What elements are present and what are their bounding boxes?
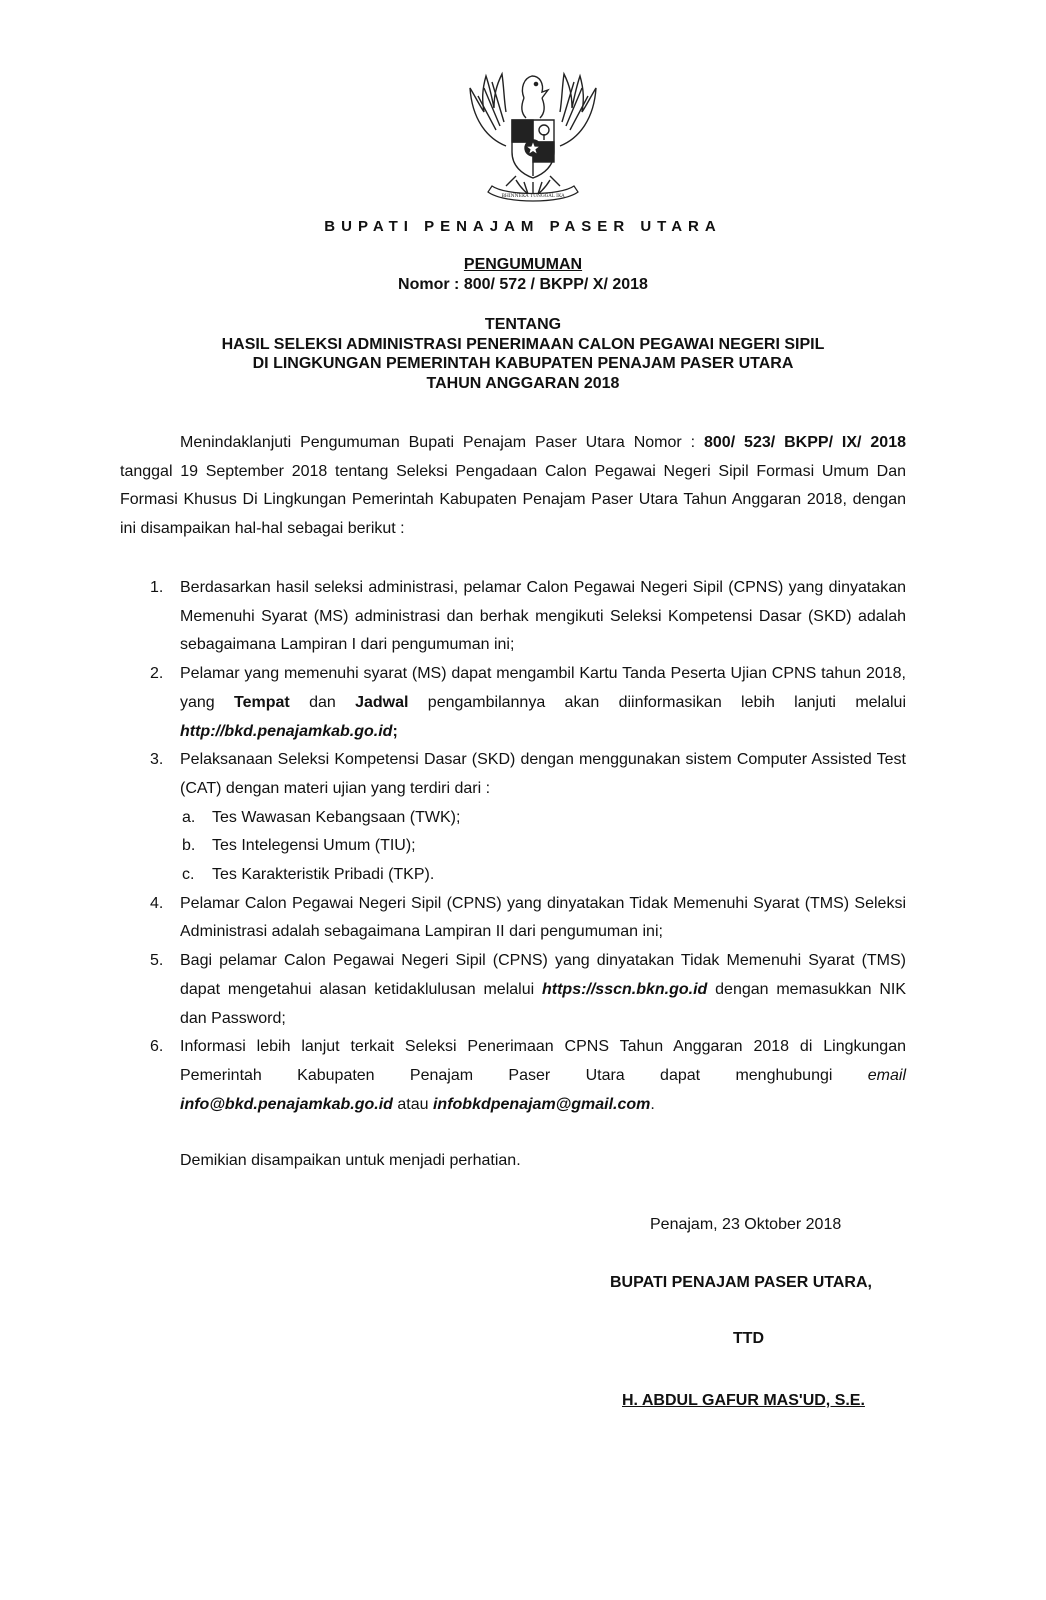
list-item: 4. Pelamar Calon Pegawai Negeri Sipil (CPNS) yang dinyatakan Tidak Memenuhi Syarat (TMS) Seleksi Administrasi adalah sebagaimana Lampiran II dari pengumuman ini; xyxy=(150,894,906,941)
list-item: 1. Berdasarkan hasil seleksi administrasi, pelamar Calon Pegawai Negeri Sipil (CPNS) yang dinyatakan Memenuhi Syarat (MS) administrasi dan berhak mengikuti Seleksi Kompetensi Dasar (SKD) adalah sebagaimana Lampiran I dari pengumuman ini; xyxy=(150,579,906,654)
intro-paragraph: Menindaklanjuti Pengumuman Bupati Penajam Paser Utara Nomor : 800/ 523/ BKPP/ IX/ 2018 tanggal 19 September 2018 tentang Seleksi Pengadaan Calon Pegawai Negeri Sipil Formasi Umum Dan Formasi Khusus Di Lingkungan Pemerintah Kabupaten Penajam Paser Utara Tahun Anggaran 2018, dengan ini disampaikan hal-hal sebagai berikut : xyxy=(120,434,906,537)
announcement-list xyxy=(150,574,906,1119)
email-link-gmail[interactable]: infobkdpenajam@gmail.com xyxy=(432,1095,651,1113)
about-label: TENTANG xyxy=(484,316,562,333)
email-link-bkd[interactable]: info@bkd.penajamkab.go.id xyxy=(180,1095,393,1113)
list-item: 5. Bagi pelamar Calon Pegawai Negeri Sipil (CPNS) yang dinyatakan Tidak Memenuhi Syarat (TMS) dapat mengetahui alasan ketidaklulusan melalui https://sscn.bkn.go.id dengan memasukkan NIK dan Password; xyxy=(150,952,906,1027)
sscn-website-link[interactable]: https://sscn.bkn.go.id xyxy=(541,980,708,998)
bkd-website-link[interactable]: http://bkd.penajamkab.go.id xyxy=(180,722,393,740)
signature-title: BUPATI PENAJAM PASER UTARA, xyxy=(610,1274,872,1291)
sub-item: b. Tes Intelegensi Umum (TIU); xyxy=(182,837,416,855)
list-item: 2. Pelamar yang memenuhi syarat (MS) dapat mengambil Kartu Tanda Peserta Ujian CPNS tahun 2018, yang Tempat dan Jadwal pengambilannya akan diinformasikan lebih lanjuti melalui http://bkd.penajamkab.go.id; xyxy=(150,665,907,740)
closing-statement: Demikian disampaikan untuk menjadi perhatian. xyxy=(180,1152,521,1169)
announcement-subject xyxy=(0,315,1046,393)
announcement-title: PENGUMUMAN xyxy=(463,256,583,273)
issuer-heading: BUPATI PENAJAM PASER UTARA xyxy=(324,218,722,235)
garuda-emblem-icon xyxy=(466,68,600,208)
announcement-number: Nomor : 800/ 572 / BKPP/ X/ 2018 xyxy=(398,276,648,293)
reference-number: 800/ 523/ BKPP/ IX/ 2018 xyxy=(704,434,906,451)
sub-item: c. Tes Karakteristik Pribadi (TKP). xyxy=(182,866,435,884)
signature-place-date: Penajam, 23 Oktober 2018 xyxy=(650,1216,842,1233)
signatory-name: H. ABDUL GAFUR MAS'UD, S.E. xyxy=(622,1392,865,1409)
sub-item: a. Tes Wawasan Kebangsaan (TWK); xyxy=(182,808,461,826)
svg-text:BHINNEKA TUNGGAL IKA: BHINNEKA TUNGGAL IKA xyxy=(501,194,565,199)
signature-ttd: TTD xyxy=(733,1330,765,1347)
subject-line: DI LINGKUNGAN PEMERINTAH KABUPATEN PENAJAM PASER UTARA xyxy=(252,355,794,372)
subject-line: HASIL SELEKSI ADMINISTRASI PENERIMAAN CALON PEGAWAI NEGERI SIPIL xyxy=(221,335,825,353)
list-item: 3. Pelaksanaan Seleksi Kompetensi Dasar (SKD) dengan menggunakan sistem Computer Assisted Test (CAT) dengan materi ujian yang terdiri dari : xyxy=(150,751,906,797)
subject-line: TAHUN ANGGARAN 2018 xyxy=(426,374,620,392)
list-item: 6. Informasi lebih lanjut terkait Seleksi Penerimaan CPNS Tahun Anggaran 2018 di Lingkungan Pemerintah Kabupaten Penajam Paser Utara dapat menghubungi email info@bkd.penajamkab.go.id atau infobkdpenajam@gmail.com. xyxy=(150,1038,906,1113)
